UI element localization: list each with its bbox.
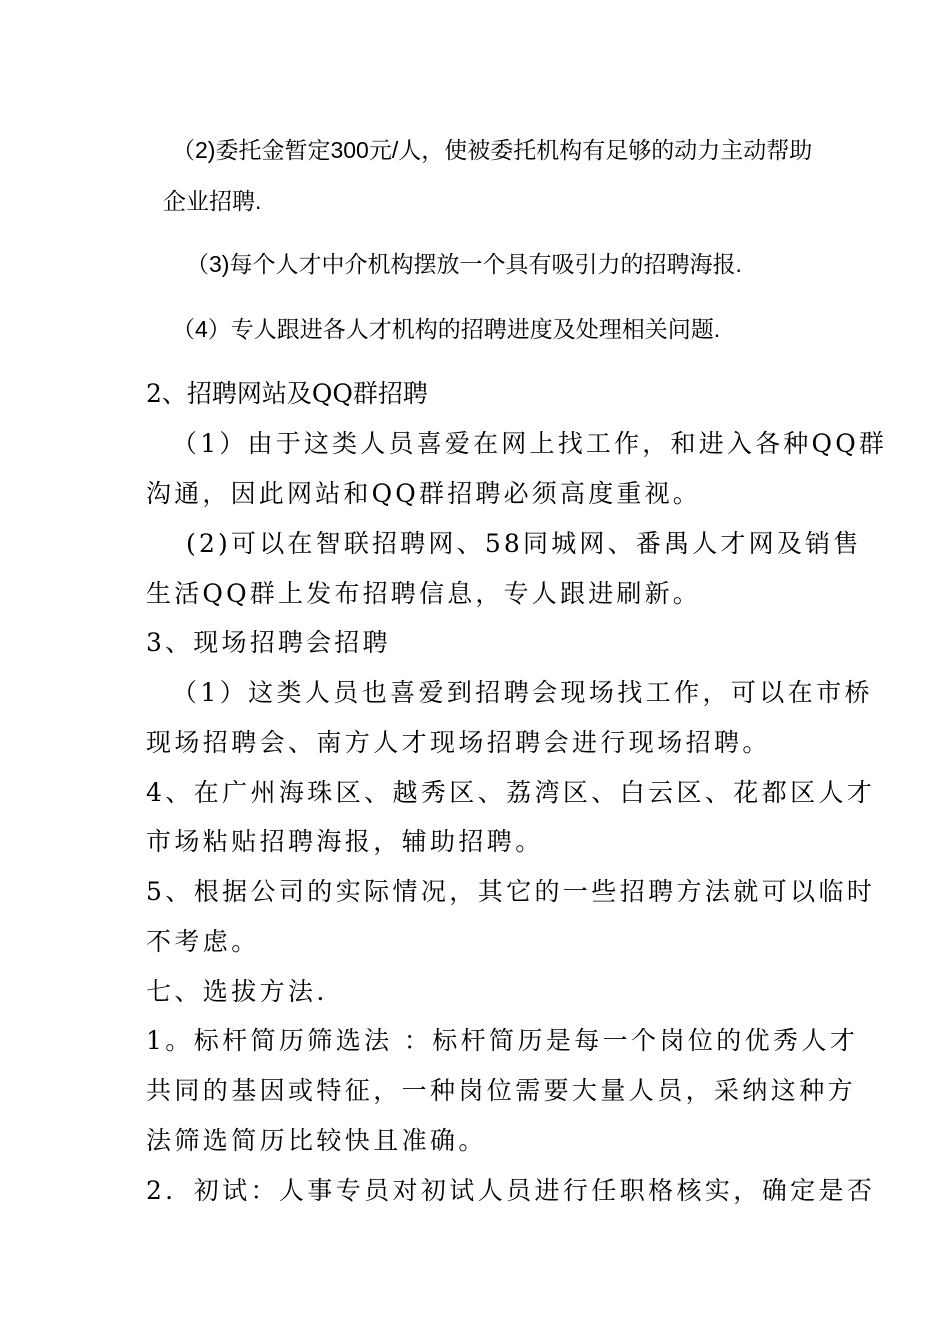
text-line-8: (2)可以在智联招聘网、58同城网、番禺人才网及销售 bbox=[186, 529, 862, 558]
text-line-16: 不考虑。 bbox=[146, 927, 260, 956]
text-line-17: 七、选拔方法. bbox=[146, 977, 328, 1006]
text-line-7: 沟通，因此网站和QQ群招聘必须高度重视。 bbox=[146, 479, 701, 508]
text-line-20: 法筛选简历比较快且准确。 bbox=[146, 1126, 487, 1155]
text-line-9: 生活QQ群上发布招聘信息，专人跟进刷新。 bbox=[146, 579, 701, 608]
text-line-3: （3)每个人才中介机构摆放一个具有吸引力的招聘海报. bbox=[186, 251, 742, 277]
text-line-12: 现场招聘会、南方人才现场招聘会进行现场招聘。 bbox=[146, 728, 771, 757]
text-line-18: 1。标杆简历筛选法 ：标杆简历是每一个岗位的优秀人才 bbox=[146, 1026, 859, 1055]
text-line-6: （1）由于这类人员喜爱在网上找工作，和进入各种QQ群 bbox=[172, 429, 888, 458]
text-line-14: 市场粘贴招聘海报，辅助招聘。 bbox=[146, 827, 544, 856]
text-line-13: 4、在广州海珠区、越秀区、荔湾区、白云区、花都区人才 bbox=[146, 778, 876, 807]
text-line-4: （4）专人跟进各人才机构的招聘进度及处理相关问题. bbox=[172, 316, 721, 342]
text-line-2: 企业招聘. bbox=[163, 188, 262, 214]
text-line-15: 5、根据公司的实际情况，其它的一些招聘方法就可以临时 bbox=[146, 877, 876, 906]
text-line-19: 共同的基因或特征，一种岗位需要大量人员，采纳这种方 bbox=[146, 1076, 857, 1105]
text-line-5: 2、招聘网站及QQ群招聘 bbox=[146, 379, 428, 408]
text-line-21: 2．初试：人事专员对初试人员进行任职格核实，确定是否 bbox=[146, 1176, 876, 1205]
text-line-11: （1）这类人员也喜爱到招聘会现场找工作，可以在市桥 bbox=[172, 678, 873, 707]
text-line-1: （2)委托金暂定300元/人，使被委托机构有足够的动力主动帮助 bbox=[172, 137, 813, 163]
text-line-10: 3、现场招聘会招聘 bbox=[146, 628, 391, 657]
